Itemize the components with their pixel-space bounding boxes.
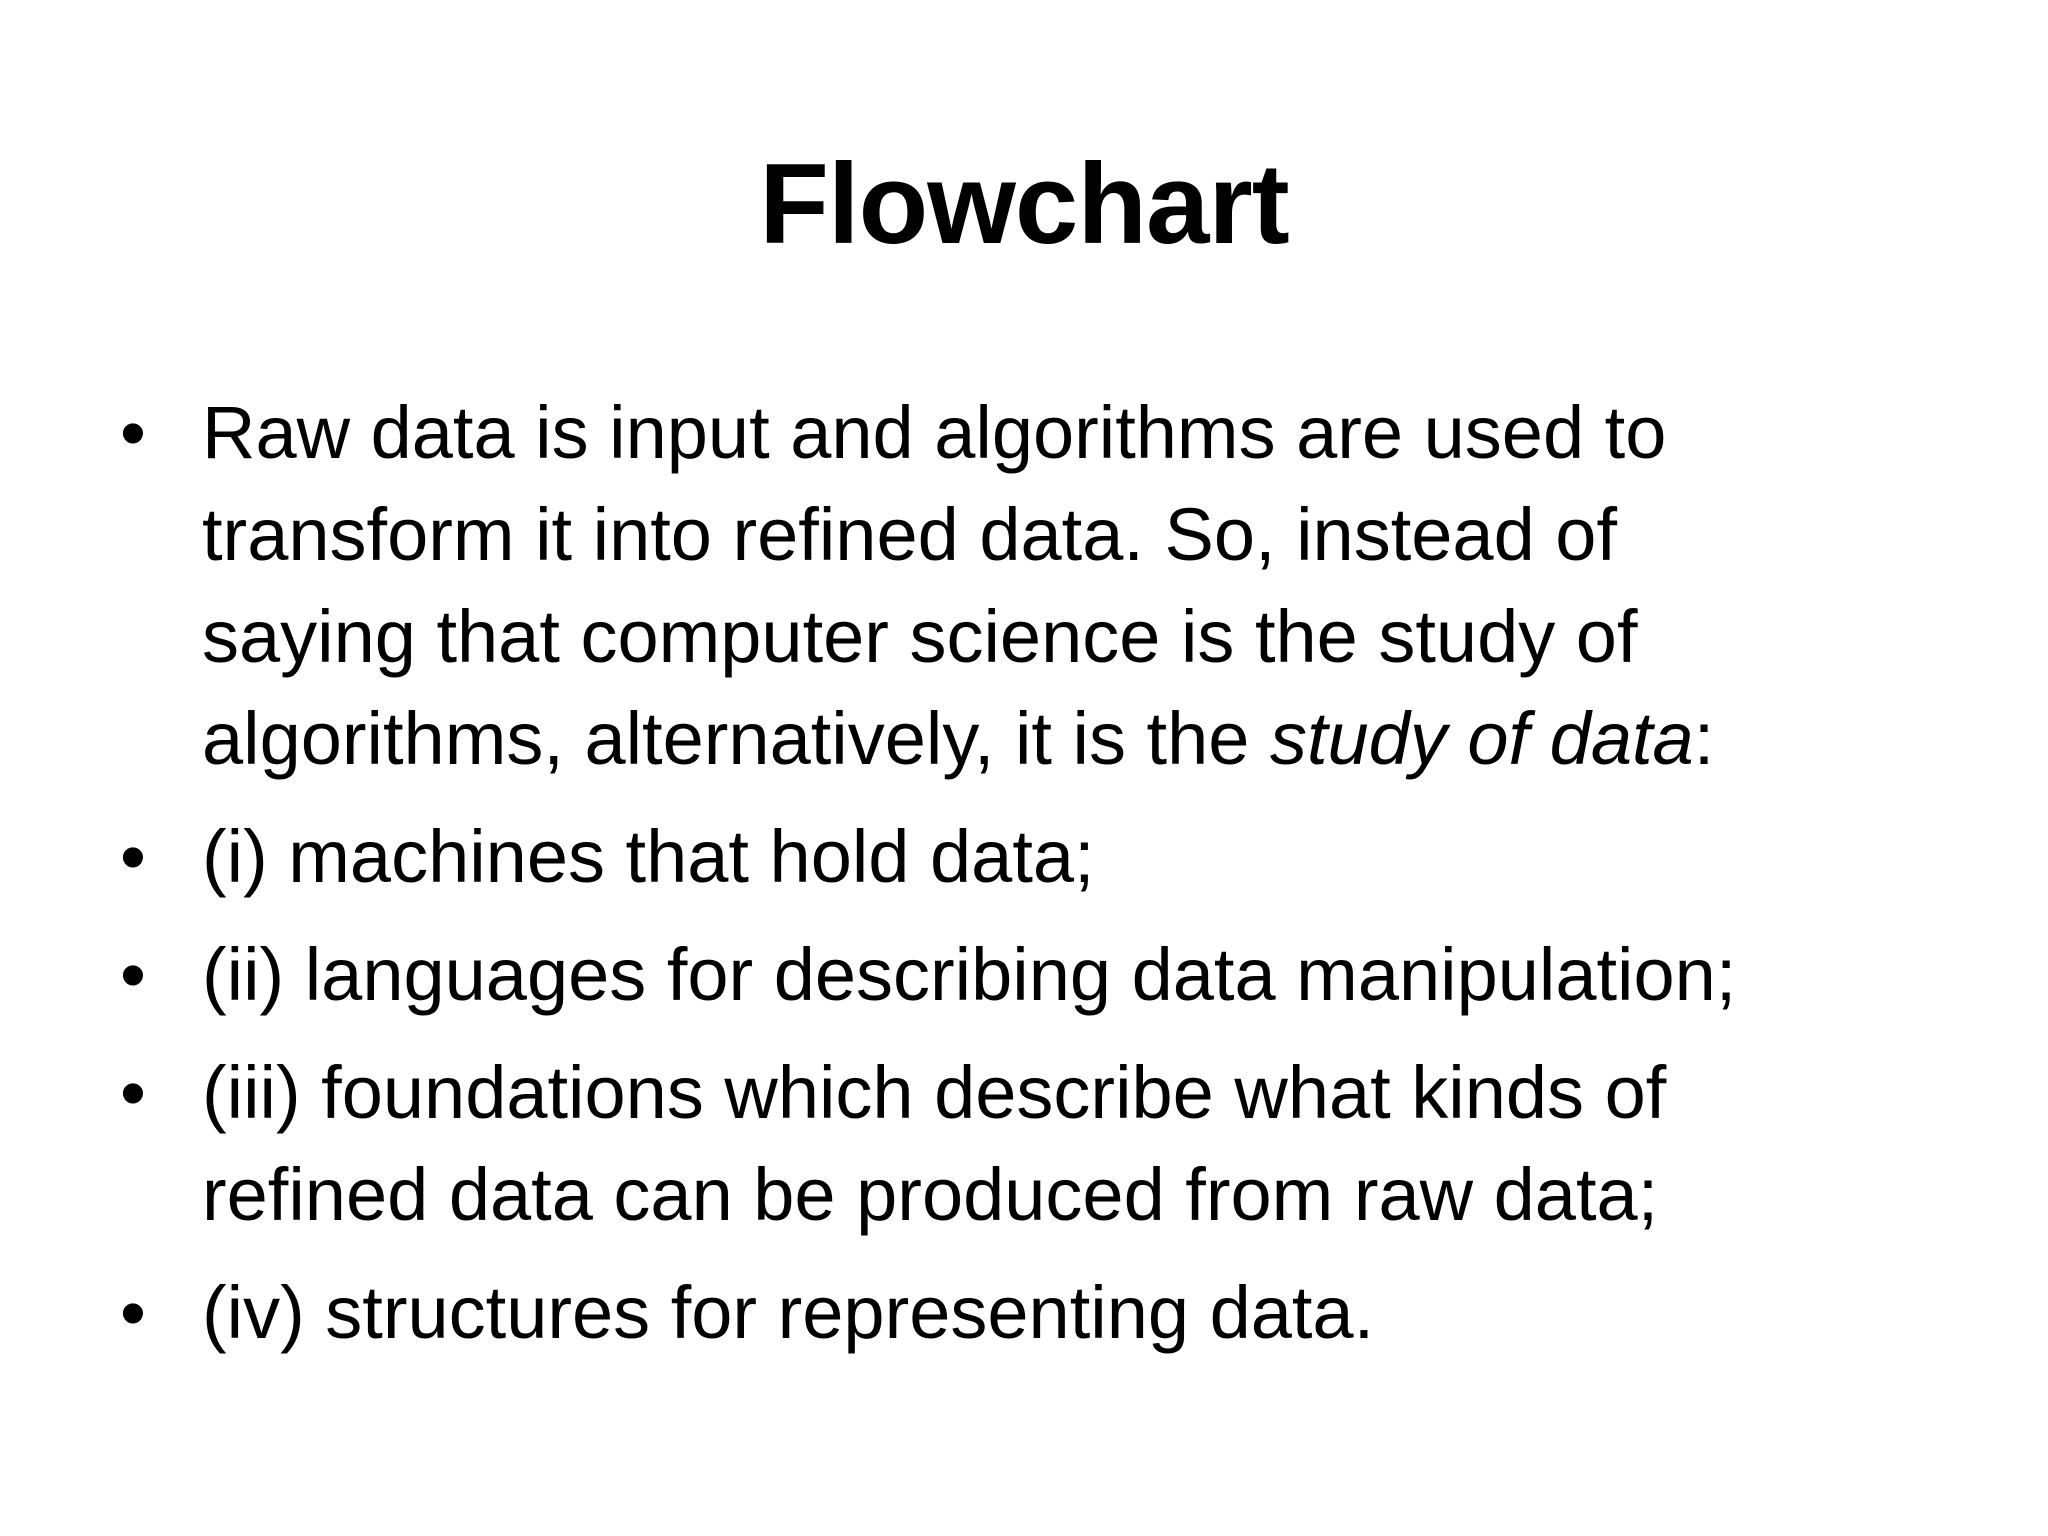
bullet-icon: •: [120, 815, 146, 898]
bullet-5-line-1: (iv) structures for representing data.: [202, 1271, 1375, 1354]
bullet-item-4: [0, 1042, 1900, 1246]
bullet-1-line-3: saying that computer science is the study of: [202, 595, 1638, 678]
bullet-3-line-1: (ii) languages for describing data manipulation;: [202, 933, 1737, 1016]
bullet-4-line-2: refined data can be produced from raw data;: [202, 1153, 1659, 1236]
bullet-list: [0, 382, 1900, 1380]
bullet-icon: •: [120, 933, 146, 1016]
bullet-item-1: [0, 382, 1900, 790]
bullet-icon: •: [120, 1271, 146, 1354]
bullet-1-line-4: [202, 688, 1900, 790]
bullet-item-3: [0, 924, 1900, 1026]
bullet-1-line-4-suffix: :: [1693, 697, 1715, 780]
bullet-4-line-1: (iii) foundations which describe what kinds of: [202, 1051, 1667, 1134]
bullet-1-line-4-prefix: algorithms, alternatively, it is the: [202, 697, 1270, 780]
bullet-item-5: [0, 1262, 1900, 1364]
bullet-2-line-1: (i) machines that hold data;: [202, 815, 1095, 898]
bullet-item-2: [0, 806, 1900, 908]
bullet-1-line-1: Raw data is input and algorithms are used to: [202, 391, 1667, 474]
slide-title: Flowchart: [759, 141, 1289, 268]
bullet-icon: •: [120, 391, 146, 474]
bullet-icon: •: [120, 1051, 146, 1134]
bullet-1-emphasis: study of data: [1269, 697, 1694, 780]
bullet-1-line-2: transform it into refined data. So, instead of: [202, 493, 1617, 576]
